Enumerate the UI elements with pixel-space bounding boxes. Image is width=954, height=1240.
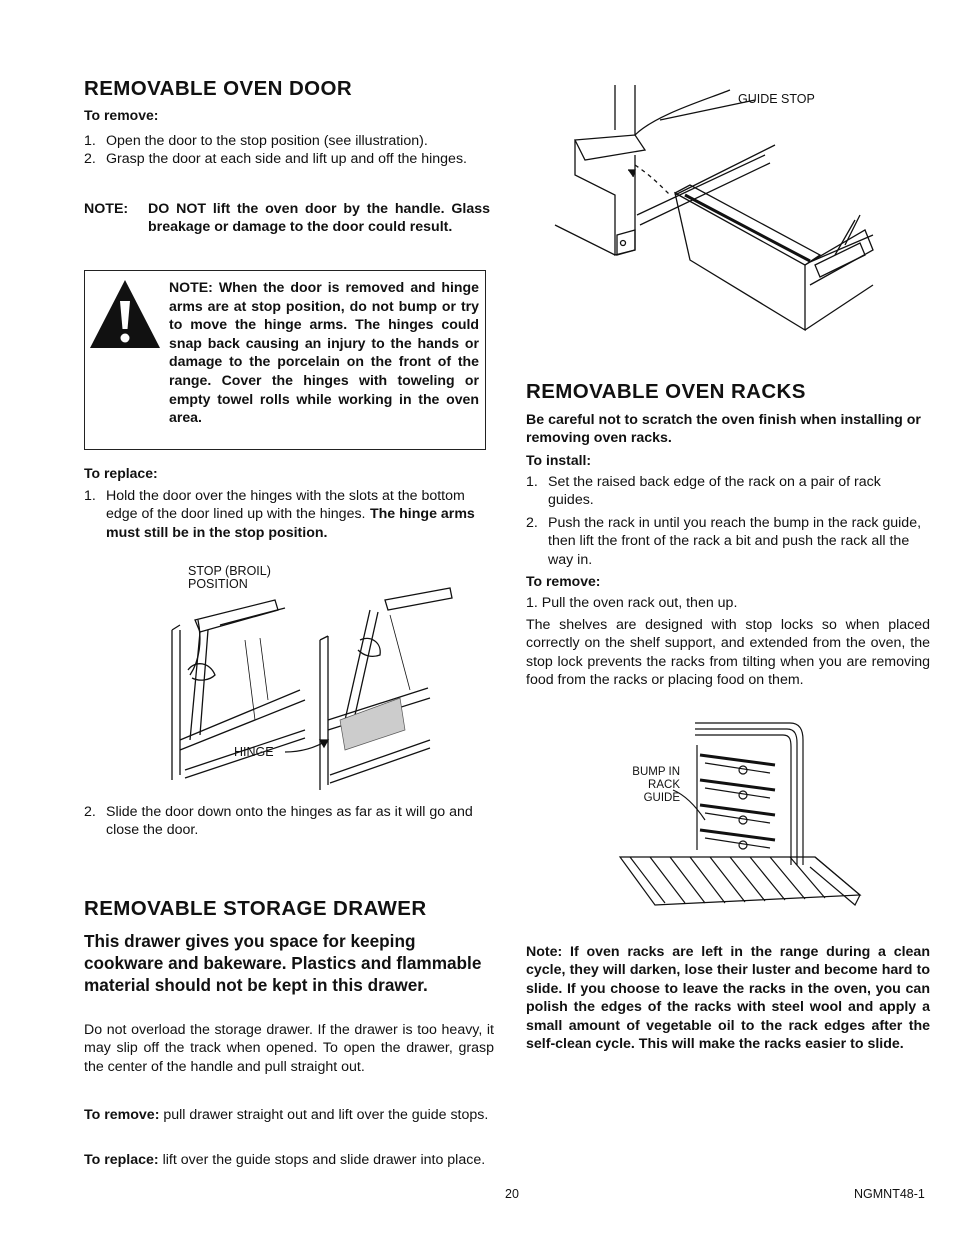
note-label: NOTE: (84, 201, 129, 217)
oven-door-remove-heading: To remove: (84, 107, 159, 123)
page-number: 20 (505, 1187, 519, 1201)
list-item: 2. Push the rack in until you reach the bump in the rack guide, then lift the front of the rack a bit and push the rack all the way in. (526, 514, 922, 568)
list-item: 1. Set the raised back edge of the rack on a pair of rack guides. (526, 474, 881, 509)
note-text: DO NOT lift the oven door by the handle. Glass breakage or damage to the door could result. (148, 201, 490, 236)
doc-code: NGMNT48-1 (854, 1187, 925, 1201)
figure-label-hinge: HINGE (234, 745, 274, 759)
oven-racks-remove-heading: To remove: (526, 573, 601, 589)
oven-racks-install-steps (526, 473, 930, 569)
figure-label-guide-stop: GUIDE STOP (738, 92, 815, 106)
storage-drawer-replace: To replace: lift over the guide stops and slide drawer into place. (84, 1152, 486, 1168)
oven-racks-shelves-paragraph: The shelves are designed with stop locks so when placed correctly on the shelf support, and extended from the oven, the stop lock prevents the racks from tilting when you are removing food from the racks or placing food on them. (526, 617, 930, 689)
list-item: 2. Grasp the door at each side and lift up and off the hinges. (84, 151, 467, 168)
guide-stop-illustration (555, 85, 880, 335)
storage-drawer-paragraph: Do not overload the storage drawer. If the drawer is too heavy, it may slip off the track when opened. To open the drawer, grasp the center of the handle and pull straight out. (84, 1022, 494, 1075)
list-item: 1. Open the door to the stop position (see illustration). (84, 133, 428, 149)
figure-label-bump: BUMP IN RACK GUIDE (632, 766, 680, 804)
oven-racks-install-heading: To install: (526, 452, 592, 468)
oven-racks-title: REMOVABLE OVEN RACKS (526, 380, 806, 403)
oven-door-title: REMOVABLE OVEN DOOR (84, 77, 353, 100)
door-hinge-illustration (160, 580, 460, 795)
storage-drawer-title: REMOVABLE STORAGE DRAWER (84, 897, 427, 920)
warning-box (84, 270, 486, 450)
oven-racks-note: Note: If oven racks are left in the range during a clean cycle, they will darken, lose their luster and become hard to slide. If you choose to leave the racks in the oven, you can polish the edges of the racks with steel wool and apply a small amount of vegetable oil to the rack edges after the self-clean cycle. This will make the racks easier to slide. (526, 944, 930, 1053)
rack-guide-illustration (615, 715, 865, 915)
storage-drawer-lead: This drawer gives you space for keeping cookware and bakeware. Plastics and flammable material should not be kept in this drawer. (84, 931, 482, 995)
figure-label-stop-position: STOP (BROIL) POSITION (188, 564, 271, 591)
oven-door-replace-heading: To replace: (84, 465, 158, 481)
storage-drawer-remove: To remove: pull drawer straight out and lift over the guide stops. (84, 1107, 489, 1123)
warning-triangle-icon (89, 279, 161, 349)
oven-racks-caution: Be careful not to scratch the oven finish when installing or removing oven racks. (526, 412, 921, 447)
oven-racks-remove-step: 1. Pull the oven rack out, then up. (526, 595, 738, 611)
warning-text: NOTE: When the door is removed and hinge arms are at stop position, do not bump or try to move the hinge arms. The hinges could snap back causing an injury to the hands or damage to the porcelain on the front of the range. Cover the hinges with toweling or empty towel rolls while working in the oven area. (169, 279, 479, 426)
oven-door-remove-steps (84, 132, 494, 169)
